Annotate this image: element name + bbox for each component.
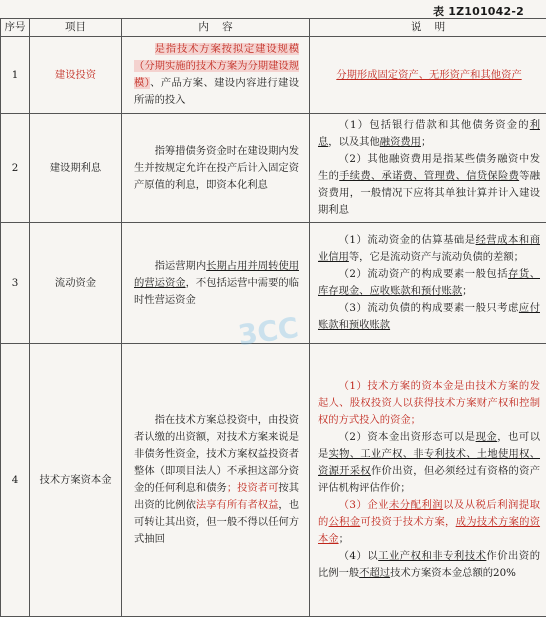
text-segment: 作价出资，但必须经过有资格的资产评估机构评估作价； — [318, 465, 540, 494]
cell-content — [122, 223, 310, 344]
text-segment: 等融资费用，一般情况下应将其单独计算并计入建设期利息 — [318, 170, 540, 216]
watermark-logo: 3CC — [236, 311, 301, 352]
text-segment: 应付账款和预收账款 — [318, 302, 540, 331]
text-segment: 指筹措债务资金时在建设期内发生并按规定允许在投产后计入固定资产原值的利息，即资本化利息 — [134, 145, 299, 191]
text-segment: ； — [421, 136, 431, 148]
cell-item: 建设期利息 — [30, 114, 122, 223]
desc-paragraph — [318, 300, 540, 334]
desc-paragraph — [318, 151, 540, 219]
desc-paragraph — [318, 378, 540, 429]
text-segment: 成为技术方案的资本金 — [318, 516, 540, 545]
text-segment: （4）以 — [339, 550, 379, 562]
content-paragraph — [134, 412, 299, 548]
desc-paragraph — [318, 548, 540, 582]
table-number: 表 1Z101042-2 — [433, 3, 524, 19]
cell-item: 建设投资 — [30, 37, 122, 114]
desc-paragraph — [318, 67, 540, 84]
text-segment: 不超过 — [359, 567, 390, 579]
text-segment: 是指技术方案按拟定建设规模（分期实施的技术方案为分期建设规模） — [134, 43, 299, 89]
text-segment: 以及从税后利润提取的 — [318, 499, 540, 528]
text-segment: ； — [462, 285, 472, 297]
cell-seq: 3 — [1, 223, 30, 344]
text-segment: 可投资于技术方案， — [360, 516, 455, 528]
cell-desc — [310, 114, 546, 223]
content-paragraph — [134, 41, 299, 109]
cell-desc — [310, 344, 546, 617]
text-segment: （2）其他融资费用是指某些债务融资中发生的 — [318, 153, 540, 182]
text-segment: 利息 — [318, 119, 540, 148]
content-paragraph — [134, 258, 299, 309]
text-segment: （2）资本金出资形态可以是 — [339, 431, 476, 443]
cell-seq: 2 — [1, 114, 30, 223]
header-desc: 说 明 — [310, 19, 546, 37]
table-header-row — [1, 19, 546, 37]
text-segment: 指运营期内 — [155, 260, 207, 272]
text-segment: 分期形成固定资产、无形资产和其他资产 — [336, 69, 521, 81]
table-row — [1, 223, 546, 344]
text-segment: 融资费用 — [380, 136, 421, 148]
table-row — [1, 114, 546, 223]
cell-content — [122, 37, 310, 114]
cell-item: 流动资金 — [30, 223, 122, 344]
cell-content — [122, 344, 310, 617]
text-segment: 指在技术方案总投资中，由投资者认缴的出资额，对技术方案来说是非债务性资金，技术方案权益投资者整体（即项目法人）不承担这部分资金的任何利息和债务 — [134, 414, 299, 494]
desc-paragraph — [318, 429, 540, 497]
desc-paragraph — [318, 232, 540, 266]
cell-desc — [310, 223, 546, 344]
desc-paragraph — [318, 266, 540, 300]
cell-seq: 4 — [1, 344, 30, 617]
text-segment: ，也可以是 — [318, 431, 540, 460]
text-segment: （2）流动资产的构成要素一般包括 — [339, 268, 508, 280]
text-segment: 经营成本和商业信用 — [318, 234, 540, 263]
text-segment: 按其出资的比例依 — [134, 482, 299, 511]
text-segment: ，不包括运营中需要的临时性营运资金 — [134, 277, 299, 306]
text-segment: 现金 — [476, 431, 498, 443]
desc-paragraph — [318, 497, 540, 548]
text-segment: 存货、库存现金、应收账款和预付账款 — [318, 268, 540, 297]
text-segment: 技术方案资本金总额的20% — [390, 567, 516, 579]
text-segment: （1）技术方案的资本金是由技术方案的发起人、股权投资人以获得技术方案财产权和控制权的方式投入的资金； — [318, 380, 540, 426]
text-segment: 长期占用并周转使用的营运资金 — [134, 260, 299, 289]
text-segment: ，也可转让其出资，但一般不得以任何方式抽回 — [134, 499, 299, 545]
cell-item: 技术方案资本金 — [30, 344, 122, 617]
text-segment: 工业产权和非专利技术 — [378, 550, 486, 562]
desc-paragraph — [318, 117, 540, 151]
text-segment: 投资者可 — [237, 482, 278, 494]
header-seq: 序号 — [1, 19, 30, 37]
cell-content — [122, 114, 310, 223]
text-segment: 等，它是流动资产与流动负债的差额； — [349, 251, 524, 263]
text-segment: 手续费、承诺费、管理费、信贷保险费 — [339, 170, 519, 182]
text-segment: 实物、工业产权、非专利技术、土地使用权、资源开采权 — [318, 448, 540, 477]
cell-desc — [310, 37, 546, 114]
cell-seq: 1 — [1, 37, 30, 114]
text-segment: 未分配利润 — [389, 499, 443, 511]
text-segment: 法享有所有者权益 — [196, 499, 279, 511]
text-segment: ，以及其他 — [328, 136, 379, 148]
text-segment: ； — [339, 533, 349, 545]
text-segment: 作价出资的比例一般 — [318, 550, 540, 579]
text-segment: 公积金 — [329, 516, 361, 528]
header-content: 内 容 — [122, 19, 310, 37]
text-segment: ； — [227, 482, 237, 494]
text-segment: 、产品方案、建设内容进行建设所需的投入 — [134, 77, 299, 106]
investment-table — [0, 18, 546, 617]
text-segment: （3）流动负债的构成要素一般只考虑 — [339, 302, 519, 314]
text-segment: （3）企业 — [339, 499, 389, 511]
content-paragraph — [134, 143, 299, 194]
header-item: 项目 — [30, 19, 122, 37]
text-segment: （1）流动资金的估算基础是 — [339, 234, 476, 246]
table-row — [1, 37, 546, 114]
table-row — [1, 344, 546, 617]
text-segment: （1）包括银行借款和其他债务资金的 — [339, 119, 530, 131]
